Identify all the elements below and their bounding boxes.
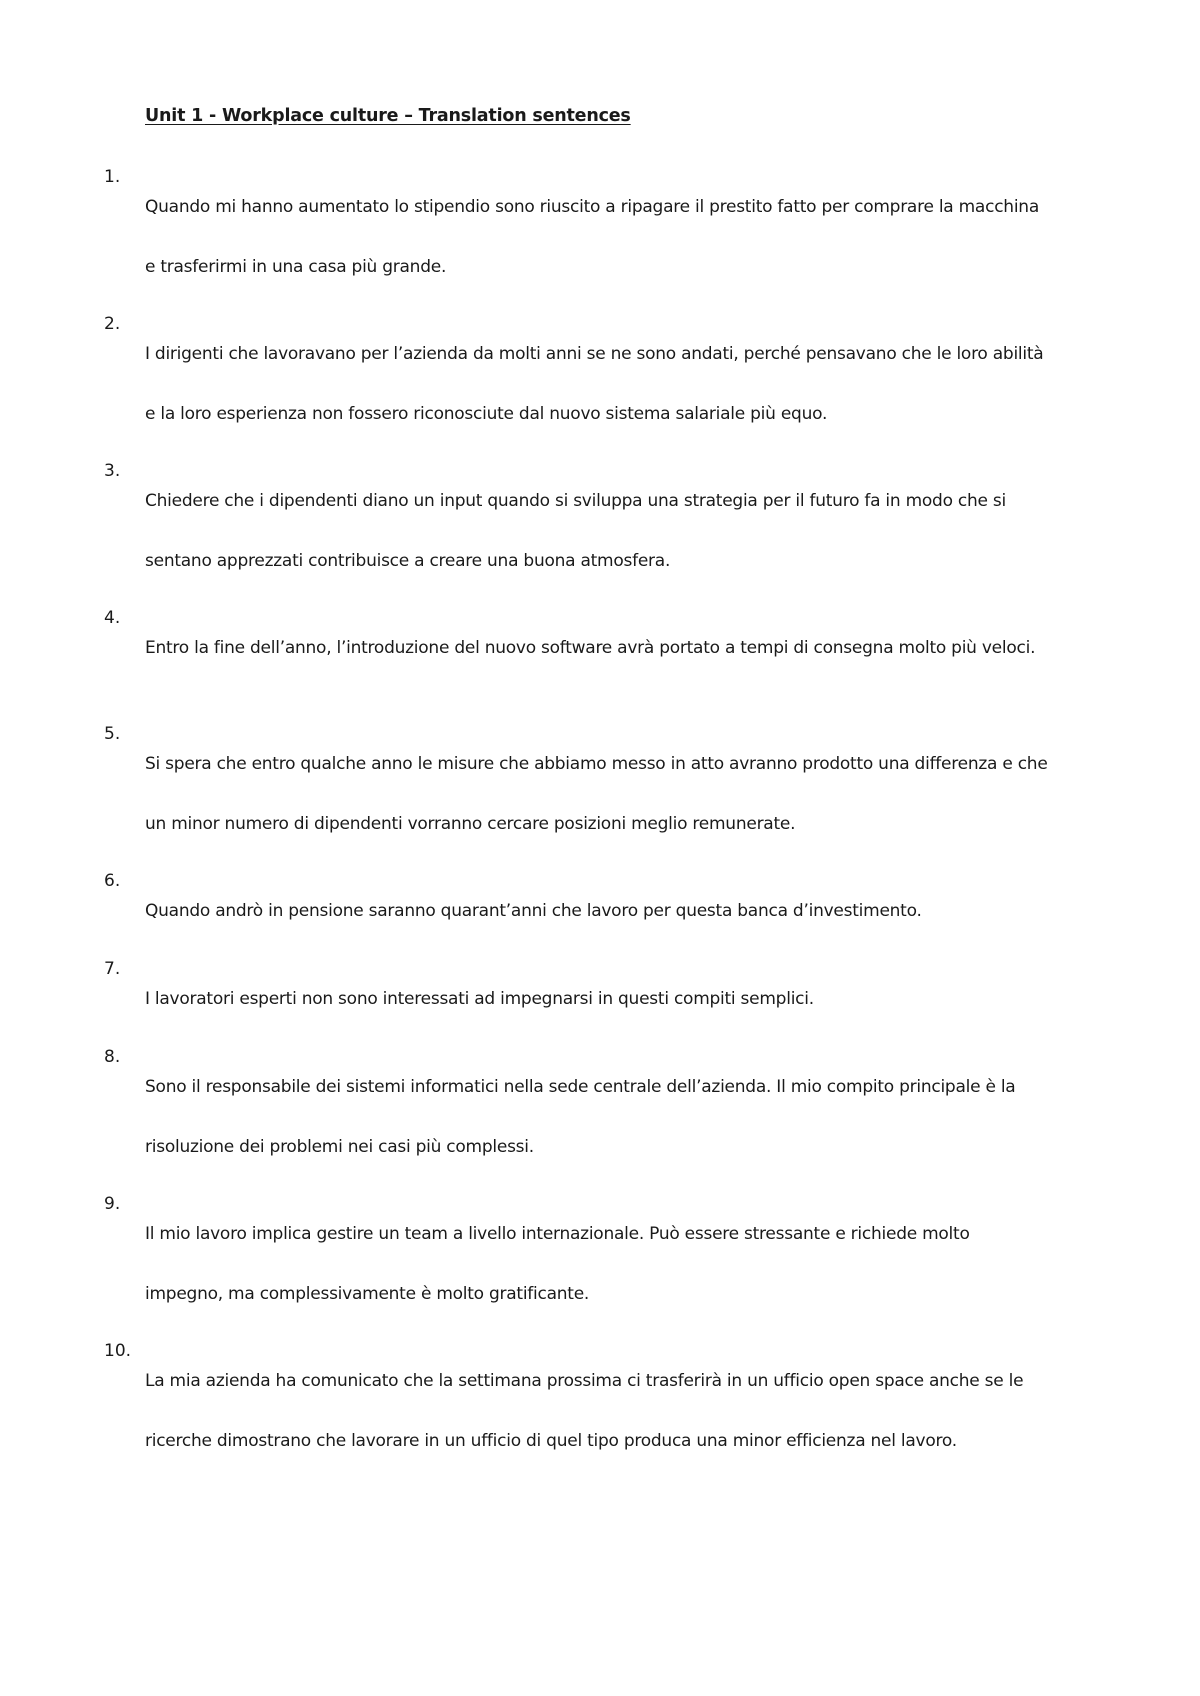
item-line: Quando mi hanno aumentato lo stipendio sono riuscito a ripagare il prestito fatto per comprare la macchina [145,197,1039,217]
item-line: e trasferirmi in una casa più grande. [145,257,447,277]
item-number: 5. [104,724,121,744]
item-number: 3. [104,461,121,481]
item-text [145,954,1135,1044]
item-number: 2. [104,314,121,334]
item-text [145,309,1135,459]
item-line: risoluzione dei problemi nei casi più complessi. [145,1137,534,1157]
item-line: Chiedere che i dipendenti diano un input quando si sviluppa una strategia per il futuro fa in modo che si [145,491,1006,511]
item-number: 4. [104,608,121,628]
item-line: ricerche dimostrano che lavorare in un ufficio di quel tipo produca una minor efficienza nel lavoro. [145,1431,957,1451]
item-line: impegno, ma complessivamente è molto gratificante. [145,1284,590,1304]
document-title: Unit 1 - Workplace culture – Translation sentences [145,106,631,126]
item-text [145,1042,1135,1192]
item-number: 6. [104,871,121,891]
item-line: I dirigenti che lavoravano per l’azienda da molti anni se ne sono andati, perché pensavano che le loro abilità [145,344,1044,364]
item-number: 10. [104,1341,132,1361]
item-text [145,603,1135,693]
item-text [145,1189,1135,1339]
item-line: I lavoratori esperti non sono interessati ad impegnarsi in questi compiti semplici. [145,989,814,1009]
item-number: 8. [104,1047,121,1067]
item-text [145,719,1135,869]
item-text [145,456,1135,606]
item-line: e la loro esperienza non fossero riconosciute dal nuovo sistema salariale più equo. [145,404,828,424]
item-line: Sono il responsabile dei sistemi informatici nella sede centrale dell’azienda. Il mio compito principale è la [145,1077,1016,1097]
item-text [145,162,1135,312]
item-line: un minor numero di dipendenti vorranno cercare posizioni meglio remunerate. [145,814,796,834]
item-line: Il mio lavoro implica gestire un team a livello internazionale. Può essere stressante e richiede molto [145,1224,970,1244]
item-line: Entro la fine dell’anno, l’introduzione del nuovo software avrà portato a tempi di consegna molto più veloci. [145,638,1036,658]
item-number: 7. [104,959,121,979]
item-number: 9. [104,1194,121,1214]
item-line: Si spera che entro qualche anno le misure che abbiamo messo in atto avranno prodotto una differenza e che [145,754,1048,774]
item-number: 1. [104,167,121,187]
item-text [145,866,1135,956]
item-text [145,1336,1135,1486]
item-line: La mia azienda ha comunicato che la settimana prossima ci trasferirà in un ufficio open space anche se le [145,1371,1024,1391]
item-line: sentano apprezzati contribuisce a creare una buona atmosfera. [145,551,671,571]
item-line: Quando andrò in pensione saranno quarant’anni che lavoro per questa banca d’investimento. [145,901,922,921]
